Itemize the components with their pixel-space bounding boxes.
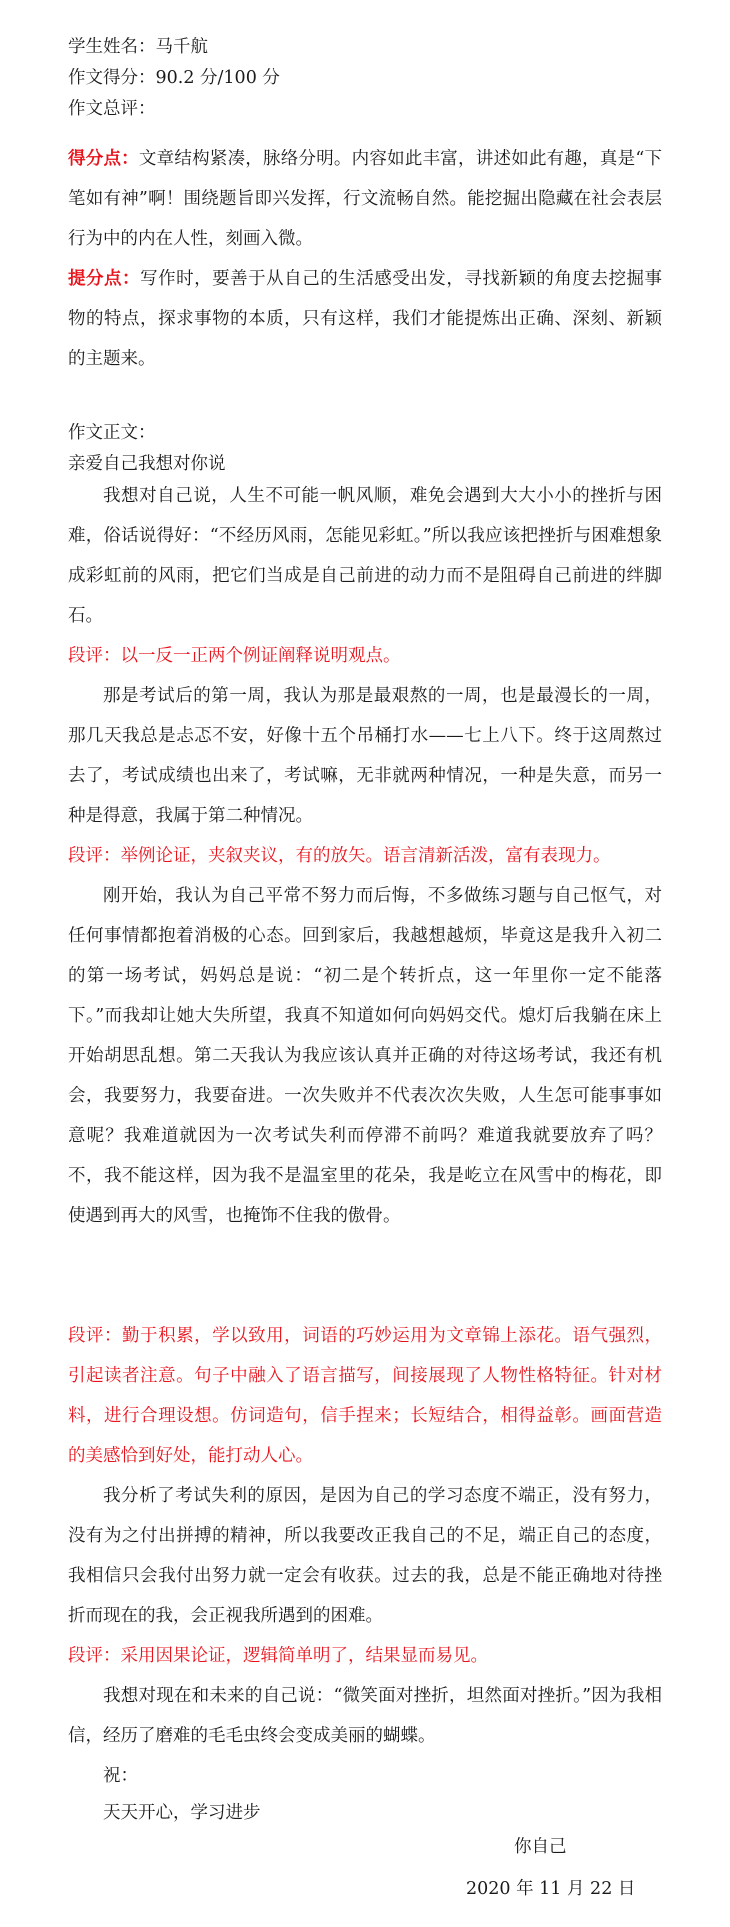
paragraph-comment-2: 段评：举例论证，夹叙夹议，有的放矢。语言清新活泼，富有表现力。: [68, 846, 611, 866]
score-value: 90.2 分/100 分: [155, 68, 280, 88]
essay-date: 2020 年 11 月 22 日: [466, 1879, 636, 1899]
paragraph-comment-3: 段评：勤于积累，学以致用，词语的巧妙运用为文章锦上添花。语气强烈，引起读者注意。句子中融入了语言描写，间接展现了人物性格特征。针对材料，进行合理设想。仿词造句，信手捏来；长短结合，相得益彰。画面营造的美感恰到好处，能打动人心。: [68, 1326, 662, 1466]
essay-paragraph-4: 我分析了考试失利的原因，是因为自己的学习态度不端正，没有努力，没有为之付出拼搏的精神，所以我要改正我自己的不足，端正自己的态度，我相信只会我付出努力就一定会有收获。过去的我，总是不能正确地对待挫折而现在的我，会正视我所遇到的困难。: [68, 1486, 662, 1626]
essay-paragraph-1: 我想对自己说，人生不可能一帆风顺，难免会遇到大大小小的挫折与困难，俗话说得好：“不经历风雨，怎能见彩虹。”所以我应该把挫折与困难想象成彩虹前的风雨，把它们当成是自己前进的动力而不是阻碍自己前进的绊脚石。: [68, 486, 662, 626]
essay-paragraph-5: 我想对现在和未来的自己说：“微笑面对挫折，坦然面对挫折。”因为我相信，经历了磨难的毛毛虫终会变成美丽的蝴蝶。: [68, 1686, 662, 1746]
plus-points: [68, 139, 662, 259]
essay-paragraph-3: 刚开始，我认为自己平常不努力而后悔，不多做练习题与自己怄气，对任何事情都抱着消极的心态。回到家后，我越想越烦，毕竟这是我升入初二的第一场考试，妈妈总是说：“初二是个转折点，这一年里你一定不能落下。”而我却让她大失所望，我真不知道如何向妈妈交代。熄灯后我躺在床上开始胡思乱想。第二天我认为我应该认真并正确的对待这场考试，我还有机会，我要努力，我要奋进。一次失败并不代表次次失败，人生怎可能事事如意呢？我难道就因为一次考试失利而停滞不前吗？难道我就要放弃了吗？不，我不能这样，因为我不是温室里的花朵，我是屹立在风雪中的梅花，即使遇到再大的风雪，也掩饰不住我的傲骨。: [68, 886, 662, 1226]
signature: 你自己: [514, 1837, 567, 1857]
plus-points-text: 文章结构紧凑，脉络分明。内容如此丰富，讲述如此有趣，真是“下笔如有神”啊！围绕题旨即兴发挥，行文流畅自然。能挖掘出隐藏在社会表层行为中的内在人性，刻画入微。: [68, 149, 662, 249]
paragraph-comment-1: 段评：以一反一正两个例证阐释说明观点。: [68, 646, 401, 666]
review-heading: [68, 96, 156, 122]
student-name-label: 学生姓名：: [68, 37, 156, 57]
improve-points-label: 提分点：: [68, 269, 141, 289]
plus-points-label: 得分点：: [68, 149, 139, 169]
student-name: 马千航: [155, 37, 208, 57]
paragraph-comment-4: 段评：采用因果论证，逻辑简单明了，结果显而易见。: [68, 1646, 488, 1666]
score-row: [68, 65, 280, 91]
improve-points: [68, 259, 662, 379]
student-name-row: [68, 34, 208, 60]
essay-title: 亲爱自己我想对你说: [68, 454, 226, 474]
review-label: 作文总评：: [68, 99, 156, 119]
closing-greeting: 祝：: [103, 1766, 138, 1786]
closing-wish: 天天开心，学习进步: [103, 1803, 261, 1823]
essay-body-label: 作文正文：: [68, 423, 156, 443]
essay-paragraph-2: 那是考试后的第一周，我认为那是最艰熬的一周，也是最漫长的一周，那几天我总是忐忑不安，好像十五个吊桶打水——七上八下。终于这周熬过去了，考试成绩也出来了，考试嘛，无非就两种情况，一种是失意，而另一种是得意，我属于第二种情况。: [68, 686, 662, 826]
score-label: 作文得分：: [68, 68, 156, 88]
improve-points-text: 写作时，要善于从自己的生活感受出发，寻找新颖的角度去挖掘事物的特点，探求事物的本质，只有这样，我们才能提炼出正确、深刻、新颖的主题来。: [68, 269, 662, 369]
